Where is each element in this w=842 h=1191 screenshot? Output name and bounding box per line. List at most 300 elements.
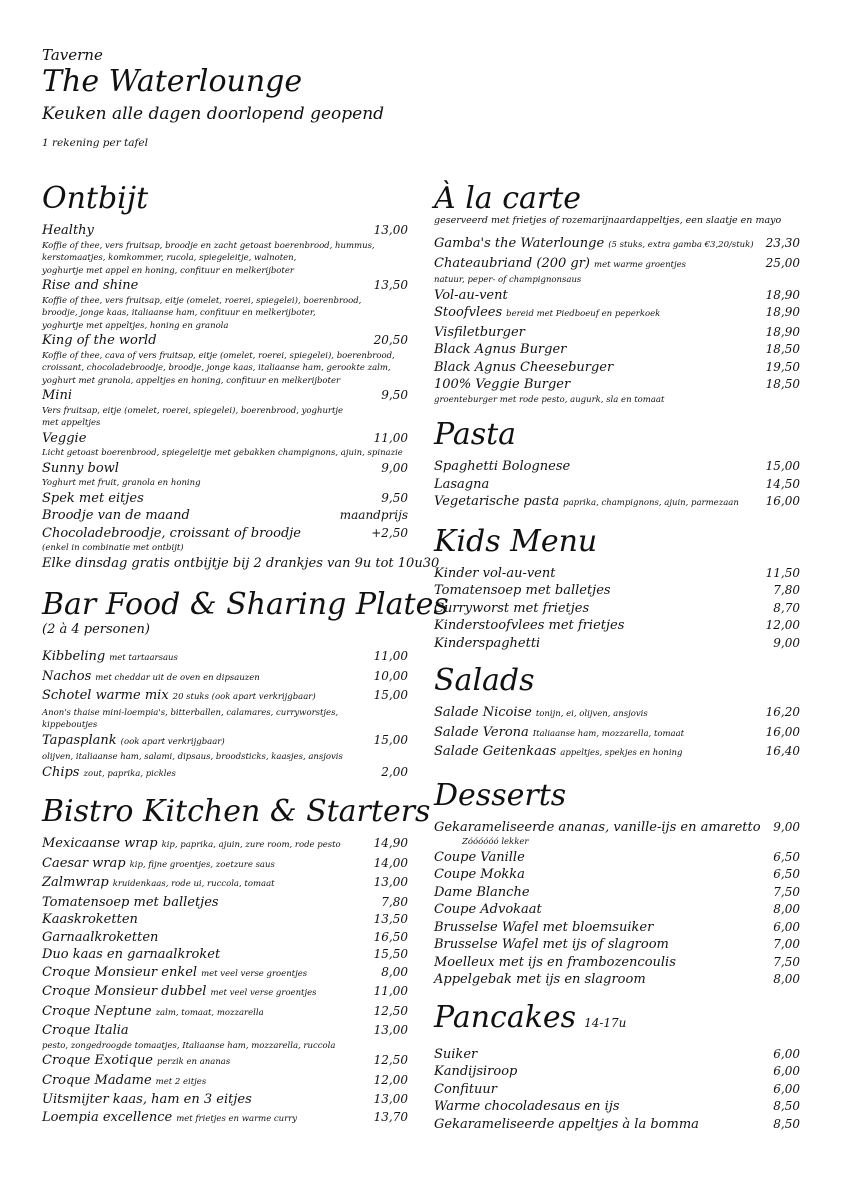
- menu-item-row: [434, 849, 800, 867]
- menu-item-row: [42, 1022, 408, 1040]
- menu-item-inline-desc: kruidenkaas, rode ui, ruccola, tomaat: [112, 879, 275, 889]
- right-column: [434, 180, 800, 1133]
- menu-item: [42, 1091, 408, 1109]
- menu-item-left: [42, 507, 190, 525]
- menu-item-row: [434, 617, 800, 635]
- menu-item-price: 2,00: [381, 764, 408, 779]
- menu-item-name: Kinderstoofvlees met frietjes: [434, 618, 625, 633]
- menu-item-name: Kinderspaghetti: [434, 635, 541, 651]
- menu-item: [434, 341, 800, 359]
- menu-item: [434, 476, 800, 494]
- menu-item-name: Curryworst met frietjes: [434, 600, 590, 616]
- menu-item-name: Gekarameliseerde appeltjes à la bomma: [434, 1116, 699, 1132]
- menu-item: [42, 764, 408, 784]
- menu-item-left: [42, 222, 94, 240]
- menu-item-left: [434, 919, 653, 937]
- menu-item-row: [434, 1116, 800, 1134]
- menu-item: [42, 983, 408, 1003]
- menu-item-inline-desc: met warme groentjes: [594, 259, 686, 270]
- menu-item-name: Gekarameliseerde ananas, vanille-ijs en amaretto: [434, 819, 761, 835]
- menu-item-row: [42, 277, 408, 295]
- menu-item-inline-desc: met cheddar uit de oven en dipsauzen: [95, 672, 260, 683]
- menu-item-left: [42, 764, 176, 784]
- menu-item-price: 13,00: [373, 1023, 408, 1037]
- menu-item-price: 16,00: [765, 494, 800, 508]
- menu-item-left: [434, 600, 589, 618]
- menu-item-row: [434, 901, 800, 919]
- menu-item-description: (enkel in combinatie met ontbijt): [42, 543, 184, 553]
- menu-item-price: 18,90: [765, 305, 800, 319]
- menu-item-price: +2,50: [371, 525, 408, 540]
- menu-item-name: Gamba's the Waterlounge: [434, 236, 605, 251]
- section-desserts: [434, 777, 800, 989]
- menu-item-price: 7,00: [773, 937, 800, 951]
- menu-item-name: Rise and shine: [42, 278, 139, 293]
- menu-item-left: [42, 946, 220, 964]
- menu-item: [42, 490, 408, 508]
- section-pancakes: [434, 999, 800, 1134]
- menu-item-left: [434, 493, 739, 513]
- menu-item-inline-desc: met 2 eitjes: [155, 1076, 207, 1087]
- menu-item-row: [434, 971, 800, 989]
- menu-item-inline-desc: met veel verse groentjes: [201, 968, 308, 979]
- menu-item: [434, 565, 800, 583]
- menu-item-row: [434, 635, 800, 653]
- menu-item-description: Licht getoast boerenbrood, spiegeleitje met gebakken champignons, ajuin, spinazie: [42, 448, 403, 458]
- menu-item-row: [434, 582, 800, 600]
- menu-item-left: [42, 874, 275, 894]
- menu-item-left: [42, 894, 219, 912]
- menu-item-description: yoghurt met granola, appeltjes en honing, confituur en melkerijboter: [42, 375, 341, 386]
- menu-item: [434, 743, 800, 763]
- menu-item-name: Tapasplank: [42, 732, 117, 748]
- menu-item-price: 6,00: [773, 919, 800, 934]
- menu-item-name: Kaaskroketten: [42, 912, 138, 927]
- menu-item-row: [42, 460, 408, 478]
- menu-item-price: 15,00: [765, 459, 800, 473]
- menu-item-left: [42, 525, 301, 543]
- menu-item-left: [42, 668, 260, 688]
- menu-item-left: [434, 376, 570, 394]
- menu-item-left: [434, 743, 682, 763]
- menu-item: [42, 332, 408, 387]
- menu-item-name: Black Agnus Cheeseburger: [434, 359, 614, 375]
- menu-item-row: [434, 235, 800, 255]
- menu-item: [42, 460, 408, 490]
- menu-item: [434, 635, 800, 653]
- menu-item-name: Vegetarische pasta: [434, 494, 560, 509]
- menu-item-row: [434, 1063, 800, 1081]
- menu-item-price: 8,00: [773, 902, 800, 916]
- menu-item-row: [434, 341, 800, 359]
- menu-item-price: 23,30: [765, 236, 800, 250]
- menu-item: [434, 724, 800, 744]
- menu-item-row: [434, 1046, 800, 1064]
- menu-item-name: Dame Blanche: [434, 884, 530, 900]
- menu-item-left: [42, 430, 86, 448]
- menu-item-description: broodje, jonge kaas, italiaanse ham, confituur en melkerijboter,: [42, 308, 316, 318]
- menu-item-name: Appelgebak met ijs en slagroom: [434, 972, 646, 987]
- menu-item-left: [434, 255, 686, 275]
- menu-item-name: Chateaubriand (200 gr): [434, 255, 591, 271]
- menu-item-row: [42, 648, 408, 668]
- menu-item: [434, 617, 800, 635]
- menu-item-row: [434, 255, 800, 275]
- menu-item-left: [434, 476, 489, 494]
- left-column: [42, 180, 449, 1128]
- menu-item-price: 12,50: [373, 1053, 408, 1067]
- menu-item-price: 9,00: [773, 819, 800, 834]
- menu-item-left: [42, 835, 341, 855]
- menu-item-left: [434, 304, 660, 324]
- menu-item: [42, 687, 408, 732]
- menu-item-name: Healthy: [42, 223, 94, 238]
- menu-item: [434, 458, 800, 476]
- menu-item-left: [42, 964, 307, 984]
- menu-item-left: [434, 582, 611, 600]
- menu-item-left: [42, 490, 144, 508]
- menu-item-description: kerstomaatjes, komkommer, rucola, spiegeleitje, walnoten,: [42, 253, 297, 263]
- menu-item-inline-desc: zalm, tomaat, mozzarella: [155, 1007, 264, 1018]
- menu-item-price: 8,00: [381, 964, 408, 979]
- menu-item-inline-desc: perzik en ananas: [156, 1057, 231, 1067]
- menu-item-price: 16,00: [765, 724, 800, 739]
- menu-item-row: [42, 1052, 408, 1072]
- menu-item-name: Uitsmijter kaas, ham en 3 eitjes: [42, 1092, 252, 1107]
- menu-item-left: [434, 704, 648, 724]
- menu-item-row: [434, 565, 800, 583]
- menu-item-price: 7,80: [773, 583, 800, 597]
- menu-item-row: [434, 476, 800, 494]
- menu-item-left: [42, 1052, 230, 1072]
- menu-item-row: [434, 359, 800, 377]
- menu-item-left: [434, 936, 669, 954]
- menu-item-left: [42, 1109, 297, 1129]
- menu-item-name: Duo kaas en garnaalkroket: [42, 947, 221, 962]
- menu-item-left: [42, 1072, 206, 1092]
- menu-item-row: [434, 600, 800, 618]
- menu-item-price: 14,00: [373, 855, 408, 870]
- menu-item-inline-desc: appeltjes, spekjes en honing: [560, 748, 683, 758]
- menu-item-name: Kibbeling: [42, 649, 106, 664]
- menu-item-row: [434, 743, 800, 763]
- menu-item: [42, 1003, 408, 1023]
- menu-item-name: Chips: [42, 764, 80, 780]
- menu-item: [434, 954, 800, 972]
- section-ontbijt: [42, 180, 408, 555]
- menu-item-name: Brusselse Wafel met ijs of slagroom: [434, 937, 669, 952]
- menu-item-row: [42, 507, 408, 525]
- menu-item-row: [42, 387, 408, 405]
- menu-item: [434, 849, 800, 867]
- menu-item-row: [434, 866, 800, 884]
- menu-item-row: [434, 376, 800, 394]
- menu-item-left: [42, 1003, 264, 1023]
- menu-item-name: Loempia excellence: [42, 1109, 173, 1125]
- menu-item-name: Salade Verona: [434, 724, 529, 740]
- menu-item-left: [434, 341, 566, 359]
- menu-item-left: [42, 332, 157, 350]
- menu-item-name: Lasagna: [434, 476, 490, 492]
- menu-item-inline-desc: bereid met Piedboeuf en peperkoek: [506, 309, 661, 319]
- menu-item-row: [42, 1109, 408, 1129]
- menu-item-price: 18,90: [765, 287, 800, 302]
- menu-item-name: Croque Madame: [42, 1072, 152, 1088]
- menu-item-price: 20,50: [373, 333, 408, 347]
- menu-item-left: [42, 911, 138, 929]
- menu-item-price: 15,50: [373, 947, 408, 961]
- menu-item-price: 6,00: [773, 1046, 800, 1061]
- menu-item-price: 7,50: [773, 954, 800, 969]
- menu-item-price: 12,00: [373, 1072, 408, 1087]
- menu-item-inline-desc: met veel verse groentjes: [210, 988, 317, 998]
- menu-item-price: 13,70: [373, 1109, 408, 1124]
- menu-item-name: Croque Neptune: [42, 1003, 152, 1019]
- section-title: Ontbijt: [42, 181, 149, 216]
- menu-item-name: Chocoladebroodje, croissant of broodje: [42, 525, 301, 541]
- section-a-la-carte: [434, 180, 800, 406]
- menu-item-left: [42, 648, 178, 668]
- menu-item-left: [434, 901, 542, 919]
- menu-item-description: Zóóóóóó lekker: [462, 837, 529, 847]
- menu-item: [42, 222, 408, 277]
- menu-item: [42, 525, 408, 555]
- section-title: Bistro Kitchen & Starters: [42, 794, 431, 829]
- menu-item: [434, 255, 800, 287]
- menu-item-name: Broodje van de maand: [42, 508, 190, 523]
- menu-item-row: [42, 894, 408, 912]
- menu-item-left: [42, 983, 317, 1003]
- menu-item-row: [42, 1072, 408, 1092]
- menu-item-price: 6,50: [773, 867, 800, 881]
- menu-item-left: [434, 1098, 620, 1116]
- menu-item-row: [434, 704, 800, 724]
- menu-item-left: [42, 929, 158, 947]
- menu-item-description: Koffie of thee, vers fruitsap, eitje (omelet, roerei, spiegelei), boerenbrood,: [42, 295, 362, 306]
- section-subtitle: (2 à 4 personen): [42, 622, 150, 637]
- menu-item-price: 6,00: [773, 1081, 800, 1096]
- menu-item-left: [434, 1081, 497, 1099]
- menu-item-row: [42, 855, 408, 875]
- menu-item-price: 9,50: [381, 490, 408, 505]
- section-subtitle: geserveerd met frietjes of rozemarijnaardappeltjes, een slaatje en mayo: [434, 215, 782, 226]
- menu-item-left: [434, 971, 646, 989]
- menu-item-name: Croque Monsieur enkel: [42, 964, 198, 980]
- menu-item-price: 18,90: [765, 324, 800, 339]
- menu-item-left: [42, 732, 225, 752]
- menu-item-price: 18,50: [765, 342, 800, 356]
- menu-item-row: [434, 936, 800, 954]
- menu-item-description: kippeboutjes: [42, 720, 98, 730]
- menu-item-inline-desc: met frietjes en warme curry: [176, 1113, 298, 1124]
- menu-item-row: [434, 304, 800, 324]
- menu-item-left: [434, 324, 525, 342]
- section-title: Salads: [434, 663, 535, 698]
- section-title: [434, 999, 800, 1042]
- menu-item-row: [42, 222, 408, 240]
- section-kids-menu: [434, 523, 800, 653]
- menu-item-name: Spaghetti Bolognese: [434, 459, 571, 474]
- menu-item: [434, 1063, 800, 1081]
- menu-item-inline-desc: kip, paprika, ajuin, zure room, rode pesto: [161, 840, 341, 850]
- menu-item-left: [434, 1063, 517, 1081]
- section-salads: [434, 662, 800, 763]
- menu-item: [42, 668, 408, 688]
- menu-item-left: [434, 866, 525, 884]
- menu-item-row: [42, 1003, 408, 1023]
- menu-item: [434, 235, 800, 255]
- menu-item: [434, 1046, 800, 1064]
- menu-item: [434, 884, 800, 902]
- menu-item-price: 8,50: [773, 1099, 800, 1113]
- section-title: Pasta: [434, 417, 517, 452]
- menu-item: [42, 911, 408, 929]
- menu-item-name: Moelleux met ijs en frambozencoulis: [434, 954, 676, 970]
- menu-item-price: 11,00: [373, 649, 408, 663]
- venue-type: Taverne: [42, 46, 103, 64]
- menu-item-name: Coupe Advokaat: [434, 902, 542, 917]
- menu-item-description: croissant, chocoladebroodje, broodje, jonge kaas, italiaanse ham, gerookte zalm,: [42, 363, 391, 373]
- menu-item-left: [434, 884, 530, 902]
- menu-item-row: [434, 1098, 800, 1116]
- menu-item-left: [434, 1116, 699, 1134]
- menu-item-price: 14,90: [373, 836, 408, 850]
- section-title: Kids Menu: [434, 523, 598, 559]
- menu-item-inline-desc: Italiaanse ham, mozzarella, tomaat: [532, 728, 685, 739]
- menu-item-description: Anon's thaise mini-loempia's, bitterballen, calamares, curryworstjes,: [42, 707, 339, 718]
- menu-item: [42, 855, 408, 875]
- menu-item-price: 6,00: [773, 1064, 800, 1078]
- menu-item-price: 8,70: [773, 600, 800, 615]
- menu-item-name: Veggie: [42, 430, 87, 446]
- menu-item-inline-desc: paprika, champignons, ajuin, parmezaan: [563, 498, 739, 508]
- menu-item-inline-desc: (5 stuks, extra gamba €3,20/stuk): [608, 240, 754, 250]
- menu-item-row: [42, 911, 408, 929]
- menu-item-name: Vol-au-vent: [434, 287, 508, 303]
- menu-item-left: [434, 724, 684, 744]
- menu-item-name: Black Agnus Burger: [434, 342, 567, 357]
- menu-item-description: Koffie of thee, vers fruitsap, broodje en zacht getoast boerenbrood, hummus,: [42, 240, 375, 251]
- menu-item-name: Mini: [42, 388, 72, 403]
- menu-item-row: [434, 819, 800, 837]
- menu-item: [434, 866, 800, 884]
- menu-item: [434, 819, 800, 849]
- menu-item: [42, 507, 408, 525]
- menu-item-name: Salade Nicoise: [434, 705, 532, 720]
- menu-item-name: Croque Exotique: [42, 1053, 153, 1068]
- billing-note: 1 rekening per tafel: [42, 137, 148, 149]
- menu-item: [434, 1116, 800, 1134]
- menu-item-price: 16,40: [765, 744, 800, 758]
- menu-item-row: [42, 964, 408, 984]
- menu-item: [42, 929, 408, 947]
- menu-item-left: [42, 1091, 252, 1109]
- section-title: Desserts: [434, 777, 567, 813]
- menu-item-left: [434, 1046, 477, 1064]
- menu-item-left: [434, 235, 754, 255]
- breakfast-promo: Elke dinsdag gratis ontbijtje bij 2 drankjes van 9u tot 10u30: [42, 555, 440, 571]
- menu-item: [42, 874, 408, 894]
- menu-item-price: 15,00: [373, 688, 408, 702]
- menu-item: [42, 1052, 408, 1072]
- menu-item: [42, 835, 408, 855]
- menu-item-left: [434, 287, 508, 305]
- menu-item-left: [434, 565, 555, 583]
- menu-item-name: Confituur: [434, 1081, 498, 1097]
- menu-item: [434, 287, 800, 305]
- menu-item-row: [434, 1081, 800, 1099]
- menu-item-description: met appeltjes: [42, 418, 101, 428]
- menu-item-inline-desc: (ook apart verkrijgbaar): [120, 736, 225, 747]
- menu-item-row: [42, 835, 408, 855]
- menu-item-inline-desc: zout, paprika, pickles: [83, 768, 176, 779]
- menu-item-name: 100% Veggie Burger: [434, 377, 571, 392]
- menu-item-left: [434, 617, 624, 635]
- menu-item: [42, 277, 408, 332]
- menu-item: [42, 732, 408, 764]
- menu-item-price: 13,00: [373, 1092, 408, 1106]
- menu-item-name: Tomatensoep met balletjes: [42, 894, 219, 910]
- menu-item: [42, 648, 408, 668]
- menu-item-price: 25,00: [765, 255, 800, 270]
- menu-item-inline-desc: kip, fijne groentjes, zoetzure saus: [129, 859, 275, 870]
- menu-item: [434, 304, 800, 324]
- menu-item-description: natuur, peper- of champignonsaus: [434, 275, 582, 285]
- menu-item-left: [434, 458, 570, 476]
- menu-item-price: 11,50: [765, 565, 800, 580]
- menu-item-row: [434, 884, 800, 902]
- menu-item-row: [42, 946, 408, 964]
- menu-item: [42, 1109, 408, 1129]
- menu-item-description: olijven, italiaanse ham, salami, dipsaus, broodsticks, kaasjes, ansjovis: [42, 752, 343, 762]
- menu-item-name: Salade Geitenkaas: [434, 744, 557, 759]
- menu-item-name: Visfiletburger: [434, 324, 525, 340]
- section-bar-food: [42, 586, 449, 783]
- menu-item-name: Croque Italia: [42, 1023, 129, 1038]
- menu-item: [434, 376, 800, 406]
- menu-item-price: 7,50: [773, 884, 800, 899]
- section-title-extra: 14-17u: [584, 1015, 627, 1030]
- menu-item: [434, 359, 800, 377]
- menu-item: [434, 493, 800, 513]
- menu-item-description: Vers fruitsap, eitje (omelet, roerei, spiegelei), boerenbrood, yoghurtje: [42, 405, 344, 416]
- menu-item: [434, 600, 800, 618]
- menu-item-left: [42, 460, 119, 478]
- menu-item-price: 9,50: [381, 388, 408, 402]
- menu-item-name: Spek met eitjes: [42, 490, 144, 506]
- menu-item-row: [434, 458, 800, 476]
- menu-item: [42, 894, 408, 912]
- menu-item-price: 14,50: [765, 476, 800, 491]
- menu-item-description: Yoghurt met fruit, granola en honing: [42, 478, 201, 488]
- menu-item-description: yoghurtje met appeltjes, honing en granola: [42, 320, 229, 331]
- section-pasta: [434, 416, 800, 513]
- menu-item-left: [434, 849, 525, 867]
- menu-item: [434, 582, 800, 600]
- menu-item-inline-desc: 20 stuks (ook apart verkrijgbaar): [172, 692, 316, 702]
- menu-item-name: King of the world: [42, 333, 157, 348]
- menu-item-name: Coupe Vanille: [434, 849, 525, 865]
- menu-item-description: yoghurtje met appel en honing, confituur en melkerijboter: [42, 265, 294, 276]
- menu-item: [434, 704, 800, 724]
- menu-item-row: [42, 525, 408, 543]
- menu-item-left: [42, 687, 316, 707]
- section-title: À la carte: [434, 181, 582, 216]
- menu-item-row: [434, 724, 800, 744]
- menu-item-price: 13,50: [373, 278, 408, 292]
- menu-item-row: [434, 324, 800, 342]
- menu-item-row: [42, 687, 408, 707]
